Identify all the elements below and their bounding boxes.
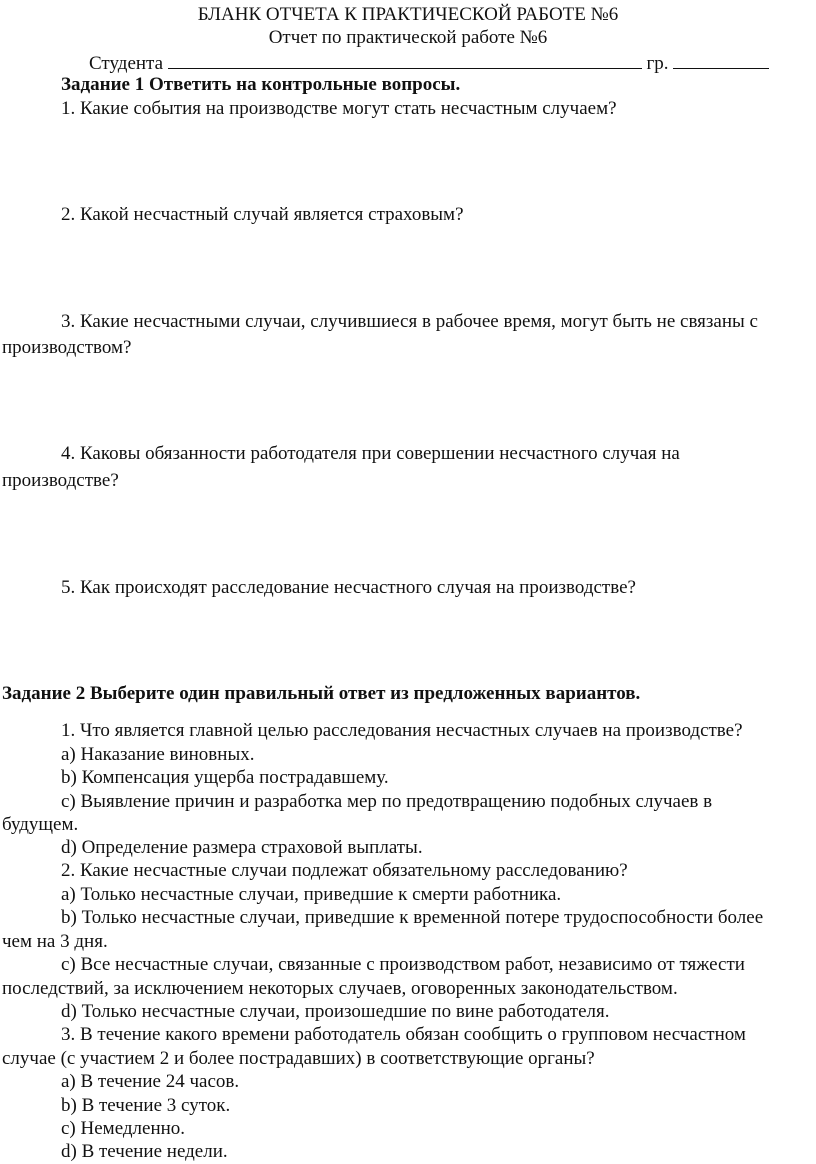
student-label: Студента (89, 53, 164, 74)
group-label: гр. (646, 53, 669, 74)
task2-q3-cont: случае (с участием 2 и более пострадавших) в соответствующие органы? (2, 1048, 595, 1069)
document-subtitle: Отчет по практической работе №6 (268, 27, 548, 48)
task2-q1-option-c: c) Выявление причин и разработка мер по предотвращению подобных случаев в (61, 791, 713, 812)
task2-q1-option-b: b) Компенсация ущерба пострадавшему. (61, 767, 389, 788)
task2-q2-option-a: a) Только несчастные случаи, приведшие к смерти работника. (61, 884, 562, 905)
task1-question-1: 1. Какие события на производстве могут стать несчастным случаем? (61, 98, 617, 119)
task2-q3-option-b: b) В течение 3 суток. (61, 1095, 231, 1116)
task1-heading: Задание 1 Ответить на контрольные вопросы. (61, 74, 461, 95)
task2-q3-option-c: c) Немедленно. (61, 1118, 186, 1139)
document-title: БЛАНК ОТЧЕТА К ПРАКТИЧЕСКОЙ РАБОТЕ №6 (197, 4, 619, 25)
task2-q3: 3. В течение какого времени работодатель обязан сообщить о групповом несчастном (61, 1024, 746, 1045)
task2-q3-option-a: a) В течение 24 часов. (61, 1071, 240, 1092)
task2-q2-option-d: d) Только несчастные случаи, произошедшие по вине работодателя. (61, 1001, 610, 1022)
student-name-field[interactable] (168, 50, 642, 69)
student-line (89, 50, 769, 76)
task2-q1-option-c-cont: будущем. (2, 814, 79, 835)
task1-question-2: 2. Какой несчастный случай является страховым? (61, 204, 464, 225)
task1-question-4: 4. Каковы обязанности работодателя при совершении несчастного случая на (61, 443, 680, 464)
task2-q3-option-d: d) В течение недели. (61, 1141, 228, 1162)
task2-q2-option-b-cont: чем на 3 дня. (2, 931, 108, 952)
task1-question-3: 3. Какие несчастными случаи, случившиеся в рабочее время, могут быть не связаны с (61, 311, 758, 332)
task1-question-3-cont: производством? (2, 337, 132, 358)
task1-question-5: 5. Как происходят расследование несчастного случая на производстве? (61, 577, 636, 598)
task2-q2-option-c-cont: последствий, за исключением некоторых случаев, оговоренных законодательством. (2, 978, 678, 999)
task2-heading: Задание 2 Выберите один правильный ответ из предложенных вариантов. (2, 683, 641, 704)
task2-q2: 2. Какие несчастные случаи подлежат обязательному расследованию? (61, 860, 628, 881)
task2-q1: 1. Что является главной целью расследования несчастных случаев на производстве? (61, 720, 743, 741)
task2-q2-option-c: c) Все несчастные случаи, связанные с производством работ, независимо от тяжести (61, 954, 745, 975)
task2-q2-option-b: b) Только несчастные случаи, приведшие к временной потере трудоспособности более (61, 907, 764, 928)
group-field[interactable] (673, 50, 769, 69)
task2-q1-option-d: d) Определение размера страховой выплаты. (61, 837, 423, 858)
task1-question-4-cont: производстве? (2, 470, 119, 491)
task2-q1-option-a: a) Наказание виновных. (61, 744, 255, 765)
